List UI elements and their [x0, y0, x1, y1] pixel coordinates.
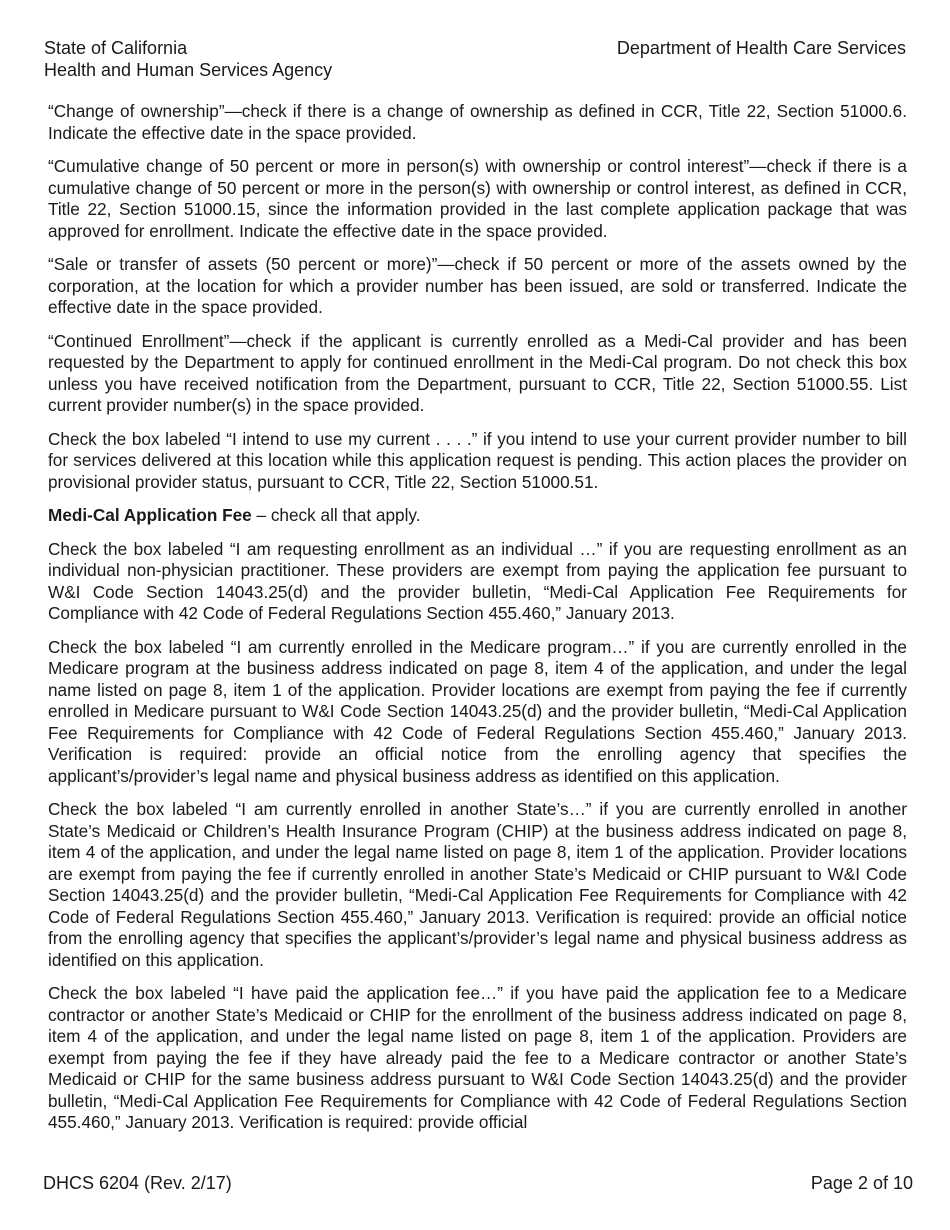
- page-number: Page 2 of 10: [810, 1173, 913, 1193]
- paragraph-change-of-ownership: “Change of ownership”—check if there is a change of ownership as defined in CCR, Title 22, Section 51000.6. Indicate the effective date in the space provided.: [48, 101, 907, 143]
- paragraph-fee-paid: Check the box labeled “I have paid the application fee…” if you have paid the application fee to a Medicare contractor or another State’s Medicaid or CHIP for the enrollment of the business address indicated on page 8, item 4 of the application, and under the legal name listed on page 8, item 1 of the application. Providers are exempt from paying the fee if they have already paid the fee to a Medicare contractor or another State’s Medicaid or CHIP for the same business address pursuant to W&I Code Section 14043.25(d) and the provider bulletin, “Medi-Cal Application Fee Requirements for Compliance with 42 Code of Federal Regulations Section 455.460,” January 2013. Verification is required: provide official: [48, 983, 907, 1132]
- paragraph-medicare-enrolled: Check the box labeled “I am currently enrolled in the Medicare program…” if you are currently enrolled in the Medicare program at the business address indicated on page 8, item 4 of the application, and under the legal name listed on page 8, item 1 of the application. Provider locations are exempt from paying the fee if currently enrolled in Medicare pursuant to W&I Code Section 14043.25(d) and the provider bulletin, “Medi-Cal Application Fee Requirements for Compliance with 42 Code of Federal Regulations Section 455.460,” January 2013. Verification is required: provide an official notice from the enrolling agency that specifies the applicant’s/provider’s legal name and physical business address as identified on this application.: [48, 636, 907, 786]
- paragraph-cumulative-change: “Cumulative change of 50 percent or more in person(s) with ownership or control interest”—check if there is a cumulative change of 50 percent or more in the person(s) with ownership or control interest, as defined in CCR, Title 22, Section 51000.15, since the information provided in the last complete application package that was approved for enrollment. Indicate the effective date in the space provided.: [48, 156, 907, 241]
- section-heading-application-fee: [48, 505, 907, 527]
- agency-name: Health and Human Services Agency: [44, 60, 333, 80]
- department-name: Department of Health Care Services: [616, 38, 906, 58]
- paragraph-continued-enrollment: “Continued Enrollment”—check if the applicant is currently enrolled as a Medi-Cal provider and has been requested by the Department to apply for continued enrollment in the Medi-Cal program. Do not check this box unless you have received notification from the Department, pursuant to CCR, Title 22, Section 51000.55. List current provider number(s) in the space provided.: [48, 330, 907, 415]
- agency-header: [44, 37, 332, 81]
- state-name: State of California: [44, 38, 188, 58]
- paragraph-sale-or-transfer: “Sale or transfer of assets (50 percent or more)”—check if 50 percent or more of the assets owned by the corporation, at the location for which a provider number has been issued, are sold or transferred. Indicate the effective date in the space provided.: [48, 254, 907, 317]
- section-heading-bold: Medi-Cal Application Fee: [48, 505, 252, 525]
- paragraph-current-provider-number: Check the box labeled “I intend to use my current . . . .” if you intend to use your current provider number to bill for services delivered at this location while this application request is pending. This action places the provider on provisional provider status, pursuant to CCR, Title 22, Section 51000.51.: [48, 428, 907, 492]
- section-heading-rest: – check all that apply.: [251, 505, 421, 525]
- document-body: [48, 101, 907, 1146]
- form-identifier: DHCS 6204 (Rev. 2/17): [43, 1173, 232, 1193]
- paragraph-individual-enrollment: Check the box labeled “I am requesting enrollment as an individual …” if you are requesting enrollment as an individual non-physician practitioner. These providers are exempt from paying the application fee pursuant to W&I Code Section 14043.25(d) and the provider bulletin, “Medi-Cal Application Fee Requirements for Compliance with 42 Code of Federal Regulations Section 455.460,” January 2013.: [48, 538, 907, 623]
- paragraph-other-state-enrolled: Check the box labeled “I am currently enrolled in another State’s…” if you are currently enrolled in another State’s Medicaid or Children’s Health Insurance Program (CHIP) at the business address indicated on page 8, item 4 of the application, and under the legal name listed on page 8, item 1 of the application. Provider locations are exempt from paying the fee if currently enrolled in another State’s Medicaid or CHIP pursuant to W&I Code Section 14043.25(d) and the provider bulletin, “Medi-Cal Application Fee Requirements for Compliance with 42 Code of Federal Regulations Section 455.460,” January 2013. Verification is required: provide an official notice from the enrolling agency that specifies the applicant’s/provider’s legal name and physical business address as identified on this application.: [48, 799, 907, 970]
